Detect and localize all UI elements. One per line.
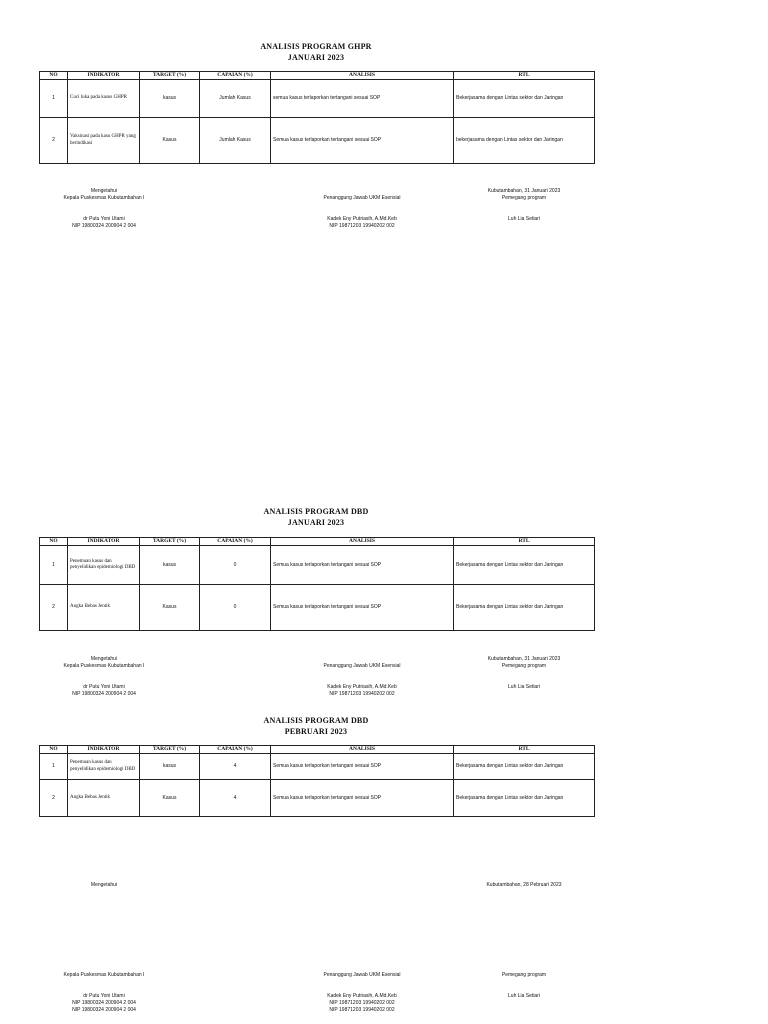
header-analisis: ANALISIS	[271, 72, 454, 80]
cell-analisis: Semua kasus terlaporkan tertangani sesuai SOP	[271, 585, 454, 631]
header-target: TARGET (%)	[140, 538, 200, 546]
pj-name: Kadek Eny Putriasih, A.Md.Keb	[327, 993, 397, 999]
kepala-nip: NIP 19800324 200904 2 004	[72, 1007, 136, 1013]
header-indikator: INDIKATOR	[68, 746, 140, 754]
header-analisis: ANALISIS	[271, 746, 454, 754]
mengetahui-label: Mengetahui	[90, 882, 118, 888]
header-no: NO	[40, 746, 68, 754]
signature-block-right	[464, 188, 584, 223]
cell-target: kasus	[140, 546, 200, 585]
pj-nip: NIP 19871203 19940202 002	[329, 691, 395, 697]
header-target: TARGET (%)	[140, 72, 200, 80]
cell-analisis: Semua kasus terlaporkan tertangani sesuai SOP	[271, 780, 454, 817]
kepala-nip: NIP 19800324 200904 2 004	[72, 691, 136, 697]
table-header-row	[40, 746, 595, 754]
period-title: JANUARI 2023	[287, 53, 345, 62]
analysis-table	[39, 537, 595, 631]
holder-name: Luh Lia Setiari	[508, 684, 540, 690]
kepala-name: dr Putu Yoni Utami	[83, 216, 125, 222]
header-no: NO	[40, 72, 68, 80]
cell-indikator: Penemuan kasus dan penyelidikan epidemiologi DBD	[68, 546, 140, 585]
cell-rtl: Bekerjasama dengan Lintas sektor dan Jaringan	[454, 80, 595, 118]
cell-capaian: Jumlah Kasus	[200, 118, 271, 164]
holder-title: Pemegang program	[501, 972, 547, 978]
cell-no: 1	[40, 546, 68, 585]
report-title	[200, 715, 432, 737]
program-title: ANALISIS PROGRAM DBD	[263, 716, 369, 725]
cell-capaian: 4	[200, 780, 271, 817]
header-target: TARGET (%)	[140, 746, 200, 754]
signature-block-left	[44, 656, 164, 698]
table-row	[40, 585, 595, 631]
table-header-row	[40, 72, 595, 80]
pj-title: Penanggung Jawab UKM Esensial	[323, 195, 401, 201]
cell-analisis: semua kasus terlaporkan tertangani sesuai SOP	[271, 80, 454, 118]
analysis-table	[39, 71, 595, 164]
cell-rtl: Bekerjasama dengan Lintas sektor dan Jaringan	[454, 780, 595, 817]
table-header-row	[40, 538, 595, 546]
signature-block-right	[464, 972, 584, 1000]
holder-title: Pemegang program	[501, 195, 547, 201]
kepala-title: Kepala Puskesmas Kubutambahan I	[63, 195, 145, 201]
header-capaian: CAPAIAN (%)	[200, 72, 271, 80]
table-row	[40, 546, 595, 585]
cell-no: 2	[40, 118, 68, 164]
cell-capaian: Jumlah Kasus	[200, 80, 271, 118]
cell-rtl: Bekerjasama dengan Lintas sektor dan Jaringan	[454, 585, 595, 631]
pj-name: Kadek Eny Putriasih, A.Md.Keb	[327, 216, 397, 222]
cell-indikator: Cuci luka pada kasus GHPR	[68, 80, 140, 118]
cell-rtl: Bekerjasama dengan Lintas sektor dan Jaringan	[454, 754, 595, 780]
holder-title: Pemegang program	[501, 663, 547, 669]
analysis-table	[39, 745, 595, 817]
mengetahui-label: Mengetahui	[90, 656, 118, 662]
header-rtl: RTL	[454, 72, 595, 80]
header-rtl: RTL	[454, 746, 595, 754]
cell-target: Kasus	[140, 780, 200, 817]
cell-target: kasus	[140, 754, 200, 780]
cell-indikator: Penemuan kasus dan penyelidikan epidemiologi DBD	[68, 754, 140, 780]
kepala-name: dr Putu Yoni Utami	[83, 993, 125, 999]
pj-nip: NIP 19871203 19940202 002	[329, 223, 395, 229]
cell-capaian: 0	[200, 546, 271, 585]
signature-block-left	[44, 188, 164, 230]
header-analisis: ANALISIS	[271, 538, 454, 546]
holder-name: Luh Lia Setiari	[508, 993, 540, 999]
kepala-title: Kepala Puskesmas Kubutambahan I	[63, 972, 145, 978]
period-title: JANUARI 2023	[287, 518, 345, 527]
pj-nip: NIP 19871203 19940202 002	[329, 1000, 395, 1006]
kepala-name: dr Putu Yoni Utami	[83, 684, 125, 690]
cell-rtl: bekerjasama dengan Lintas sektor dan Jaringan	[454, 118, 595, 164]
kepala-nip: NIP 19800324 200904 2 004	[72, 223, 136, 229]
mengetahui-label: Mengetahui	[90, 188, 118, 194]
pj-nip: NIP 19871203 19940202 002	[329, 1007, 395, 1013]
signature-block-left	[44, 972, 164, 1014]
report-title	[200, 506, 432, 528]
pj-title: Penanggung Jawab UKM Esensial	[323, 972, 401, 978]
cell-target: Kasus	[140, 118, 200, 164]
header-capaian: CAPAIAN (%)	[200, 746, 271, 754]
kepala-title: Kepala Puskesmas Kubutambahan I	[63, 663, 145, 669]
signature-block-center	[302, 195, 422, 230]
report-date: Kubutambahan, 28 Pebruari 2023	[486, 882, 562, 888]
cell-no: 1	[40, 754, 68, 780]
cell-indikator: Vaksinasi pada kasu GHPR yang berindikasi	[68, 118, 140, 164]
signature-block-right	[464, 656, 584, 691]
pj-title: Penanggung Jawab UKM Esensial	[323, 663, 401, 669]
cell-rtl: Bekerjasama dengan Lintas sektor dan Jaringan	[454, 546, 595, 585]
table-row	[40, 80, 595, 118]
cell-analisis: Semua kasus terlaporkan tertangani sesuai SOP	[271, 546, 454, 585]
pj-name: Kadek Eny Putriasih, A.Md.Keb	[327, 684, 397, 690]
report-title	[200, 41, 432, 63]
cell-indikator: Angka Bebas Jentik	[68, 585, 140, 631]
holder-name: Luh Lia Setiari	[508, 216, 540, 222]
table-row	[40, 754, 595, 780]
cell-indikator: Angka Bebas Jentik	[68, 780, 140, 817]
cell-target: Kasus	[140, 585, 200, 631]
cell-no: 1	[40, 80, 68, 118]
report-date: Kubutambahan, 31 Januari 2023	[487, 656, 561, 662]
signature-block-center	[302, 663, 422, 698]
program-title: ANALISIS PROGRAM GHPR	[260, 42, 372, 51]
cell-no: 2	[40, 585, 68, 631]
signature-block-center	[302, 972, 422, 1014]
cell-analisis: Semua kasus terlaporkan tertangani sesuai SOP	[271, 118, 454, 164]
cell-analisis: Semua kasus terlaporkan tertangani sesuai SOP	[271, 754, 454, 780]
header-indikator: INDIKATOR	[68, 72, 140, 80]
header-indikator: INDIKATOR	[68, 538, 140, 546]
cell-no: 2	[40, 780, 68, 817]
table-row	[40, 118, 595, 164]
period-title: PEBRUARI 2023	[284, 727, 348, 736]
header-capaian: CAPAIAN (%)	[200, 538, 271, 546]
report-date: Kubutambahan, 31 Januari 2023	[487, 188, 561, 194]
header-no: NO	[40, 538, 68, 546]
kepala-nip: NIP 19800324 200904 2 004	[72, 1000, 136, 1006]
table-row	[40, 780, 595, 817]
cell-target: kasus	[140, 80, 200, 118]
program-title: ANALISIS PROGRAM DBD	[263, 507, 369, 516]
cell-capaian: 0	[200, 585, 271, 631]
header-rtl: RTL	[454, 538, 595, 546]
cell-capaian: 4	[200, 754, 271, 780]
